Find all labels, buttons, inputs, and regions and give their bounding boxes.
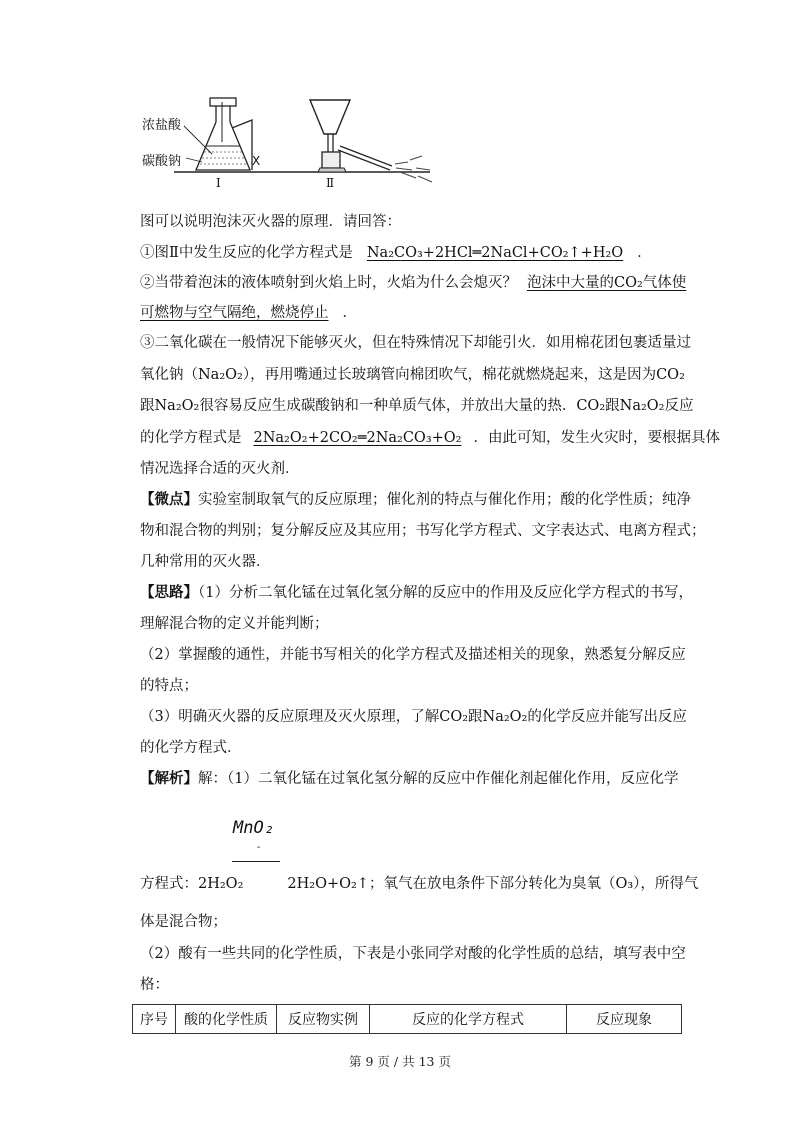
silu-tag: 【思路】: [140, 584, 198, 601]
equation-line: [140, 874, 699, 894]
q1-answer: Na₂CO₃+2HCl═2NaCl+CO₂↑+H₂O: [366, 245, 624, 261]
label-apparatus-2: Ⅱ: [326, 176, 335, 190]
header-property: 酸的化学性质: [176, 1005, 277, 1034]
q1-prefix: ①图Ⅱ中发生反应的化学方程式是: [140, 245, 353, 261]
silu-line-4: 的特点；: [140, 678, 198, 694]
reaction-arrow-bar: [232, 861, 280, 862]
question-3-line-5: 情况选择合适的灭火剂．: [140, 461, 300, 477]
question-3-line-1: ③二氧化碳在一般情况下能够灭火，但在特殊情况下却能引火．如用棉花团包裹适量过: [140, 335, 691, 351]
equation-right: 2H₂O+O₂↑；氧气在放电条件下部分转化为臭氧（O₃），所得气: [287, 876, 699, 892]
q2-answer-b: 可燃物与空气隔绝，燃烧停止: [140, 305, 329, 321]
label-apparatus-1: Ⅰ: [216, 176, 221, 190]
q2-prefix: ②当带着泡沫的液体喷射到火焰上时，火焰为什么会熄灭？: [140, 275, 517, 291]
header-phenomenon: 反应现象: [567, 1005, 682, 1034]
apparatus-diagram: [140, 92, 440, 194]
jiexi-text-1: 解：（1）二氧化锰在过氧化氢分解的反应中作催化剂起催化作用，反应化学: [198, 771, 679, 787]
weidian-line-1: [140, 490, 691, 510]
page-footer: 第 9 页 / 共 13 页: [349, 1054, 451, 1069]
silu-line-6: 的化学方程式．: [140, 740, 242, 756]
label-x: X: [252, 154, 261, 168]
weidian-line-2: 物和混合物的判别；复分解反应及其应用；书写化学方程式、文字表达式、电离方程式；: [140, 523, 706, 539]
jiexi-tag: 【解析】: [140, 770, 198, 787]
weidian-text-1: 实验室制取氧气的反应原理；催化剂的特点与催化作用；酸的化学性质；纯净: [198, 492, 691, 508]
q3-answer: 2Na₂O₂+2CO₂═2Na₂CO₃+O₂: [253, 430, 462, 446]
table-header-row: [133, 1005, 682, 1034]
part-2-line-2: 格：: [140, 977, 169, 993]
apparatus-figure: [140, 92, 440, 194]
question-1: [140, 243, 680, 263]
silu-line-3: （2）掌握酸的通性，并能书写相关的化学方程式及描述相关的现象，熟悉复分解反应: [140, 647, 686, 663]
silu-line-2: 理解混合物的定义并能判断；: [140, 616, 329, 632]
header-reactant: 反应物实例: [277, 1005, 370, 1034]
weidian-line-3: 几种常用的灭火器．: [140, 554, 271, 570]
header-index: 序号: [133, 1005, 176, 1034]
weidian-tag: 【微点】: [140, 491, 198, 508]
q3-prefix: 的化学方程式是: [140, 430, 242, 446]
equation-left: 方程式：2H₂O₂: [140, 876, 244, 892]
catalyst-mno2: MnO₂: [233, 818, 274, 838]
equation-line-cont: 体是混合物；: [140, 914, 227, 930]
catalyst-dash: -: [257, 842, 261, 853]
header-equation: 反应的化学方程式: [370, 1005, 567, 1034]
acid-properties-table: [132, 1004, 682, 1034]
question-3-line-2: 氧化钠（Na₂O₂），再用嘴通过长玻璃管向棉团吹气，棉花就燃烧起来，这是因为CO₂: [140, 367, 685, 383]
question-2-cont: [140, 303, 680, 323]
label-sodium-carbonate: 碳酸钠: [142, 154, 182, 169]
q2-suffix: ．: [342, 305, 357, 321]
part-2-line-1: （2）酸有一些共同的化学性质，下表是小张同学对酸的化学性质的总结，填写表中空: [140, 946, 686, 962]
silu-text-1: （1）分析二氧化锰在过氧化氢分解的反应中的作用及反应化学方程式的书写，: [198, 585, 693, 601]
question-3-line-4: [140, 428, 720, 448]
question-3-line-3: 跟Na₂O₂很容易反应生成碳酸钠和一种单质气体，并放出大量的热．CO₂跟Na₂O₂反应: [140, 398, 694, 414]
question-2: [140, 273, 687, 293]
intro-text: 图可以说明泡沫灭火器的原理．请回答：: [140, 214, 401, 230]
q2-answer-a: 泡沫中大量的CO₂气体使: [527, 275, 687, 291]
q1-suffix: ．: [637, 245, 652, 261]
q3-suffix: ．由此可知，发生火灾时，要根据具体: [473, 430, 720, 446]
silu-line-1: [140, 583, 693, 603]
label-concentrated-hcl: 浓盐酸: [142, 118, 182, 133]
silu-line-5: （3）明确灭火器的反应原理及灭火原理，了解CO₂跟Na₂O₂的化学反应并能写出反应: [140, 709, 687, 725]
jiexi-line-1: [140, 769, 680, 789]
